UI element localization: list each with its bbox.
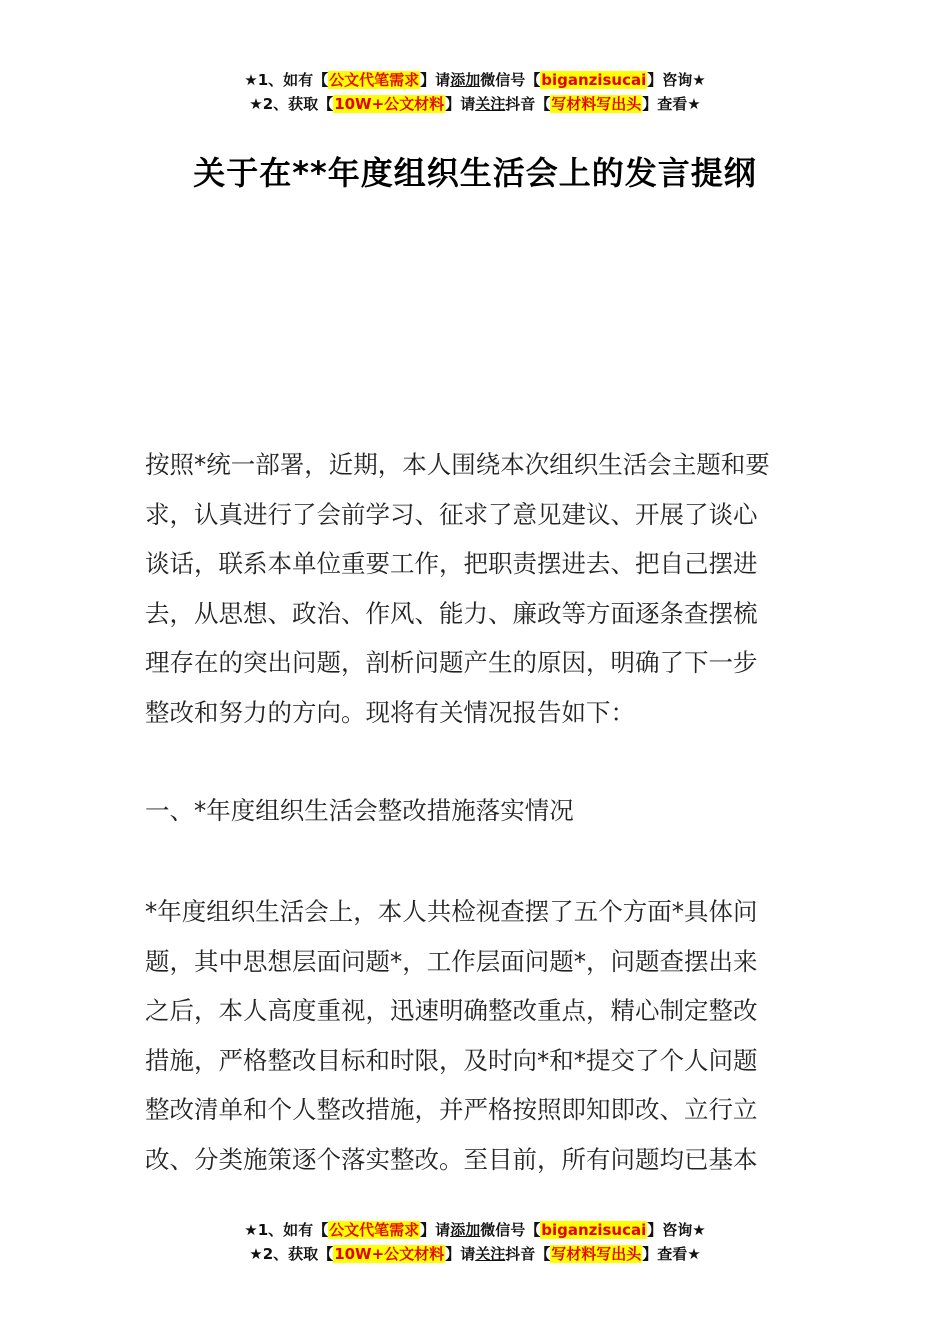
footer-promo-banner [0, 1218, 950, 1266]
promo-underlined: 添加 [450, 71, 481, 89]
promo-line-2 [0, 92, 950, 116]
promo-line-1 [0, 68, 950, 92]
paragraph-line: 理存在的突出问题，剖析问题产生的原因，明确了下一步 [145, 648, 758, 677]
promo-text: 】请 [420, 1221, 451, 1239]
document-title: 关于在**年度组织生活会上的发言提纲 [193, 154, 757, 192]
paragraph-line: 整改和努力的方向。现将有关情况报告如下： [145, 697, 635, 727]
promo-text: 】请 [445, 1245, 476, 1263]
paragraph-line: 改、分类施策逐个落实整改。至目前，所有问题均已基本 [145, 1144, 758, 1174]
paragraph-line: 按照*统一部署，近期，本人围绕本次组织生活会主题和要 [145, 450, 770, 479]
promo-line-1 [0, 1218, 950, 1242]
promo-underlined: 添加 [450, 1221, 481, 1239]
paragraph-line: 题，其中思想层面问题*，工作层面问题*，问题查摆出来 [145, 946, 758, 976]
header-promo-banner [0, 68, 950, 116]
promo-text: ★2、获取【 [249, 95, 334, 113]
promo-underlined: 关注 [475, 1245, 506, 1263]
promo-underlined: 关注 [475, 95, 506, 113]
promo-text: 】查看★ [642, 95, 701, 113]
promo-text: 】咨询★ [647, 1221, 706, 1239]
section-heading-1: 一、*年度组织生活会整改措施落实情况 [145, 796, 574, 825]
promo-text: ★1、如有【 [244, 1221, 329, 1239]
paragraph-line: 谈话，联系本单位重要工作，把职责摆进去、把自己摆进 [145, 549, 758, 578]
promo-highlight: 公文代笔需求 [329, 71, 420, 89]
promo-douyin-id: 写材料写出头 [551, 95, 642, 113]
promo-wechat-id: biganzisucai [541, 1221, 647, 1239]
promo-douyin-id: 写材料写出头 [551, 1245, 642, 1263]
promo-text: 微信号【 [480, 1221, 541, 1239]
promo-text: 抖音【 [505, 1245, 551, 1263]
paragraph-line: 措施，严格整改目标和时限，及时向*和*提交了个人问题 [145, 1045, 758, 1075]
promo-text: 微信号【 [480, 71, 541, 89]
paragraph-line: 之后，本人高度重视，迅速明确整改重点，精心制定整改 [145, 996, 758, 1025]
promo-text: 】请 [420, 71, 451, 89]
section-1-paragraph [145, 887, 810, 1184]
promo-line-2 [0, 1242, 950, 1266]
paragraph-line: 求，认真进行了会前学习、征求了意见建议、开展了谈心 [145, 499, 758, 529]
promo-highlight: 10W+公文材料 [334, 1245, 445, 1263]
promo-text: ★1、如有【 [244, 71, 329, 89]
promo-highlight: 公文代笔需求 [329, 1221, 420, 1239]
promo-highlight: 10W+公文材料 [334, 95, 445, 113]
promo-text: ★2、获取【 [249, 1245, 334, 1263]
paragraph-line: 整改清单和个人整改措施，并严格按照即知即改、立行立 [145, 1095, 758, 1124]
paragraph-line: 去，从思想、政治、作风、能力、廉政等方面逐条查摆梳 [145, 598, 758, 628]
promo-text: 】咨询★ [647, 71, 706, 89]
paragraph-line: *年度组织生活会上，本人共检视查摆了五个方面*具体问 [145, 897, 758, 926]
promo-wechat-id: biganzisucai [541, 71, 647, 89]
promo-text: 】请 [445, 95, 476, 113]
promo-text: 抖音【 [505, 95, 551, 113]
intro-paragraph [145, 440, 810, 737]
promo-text: 】查看★ [642, 1245, 701, 1263]
